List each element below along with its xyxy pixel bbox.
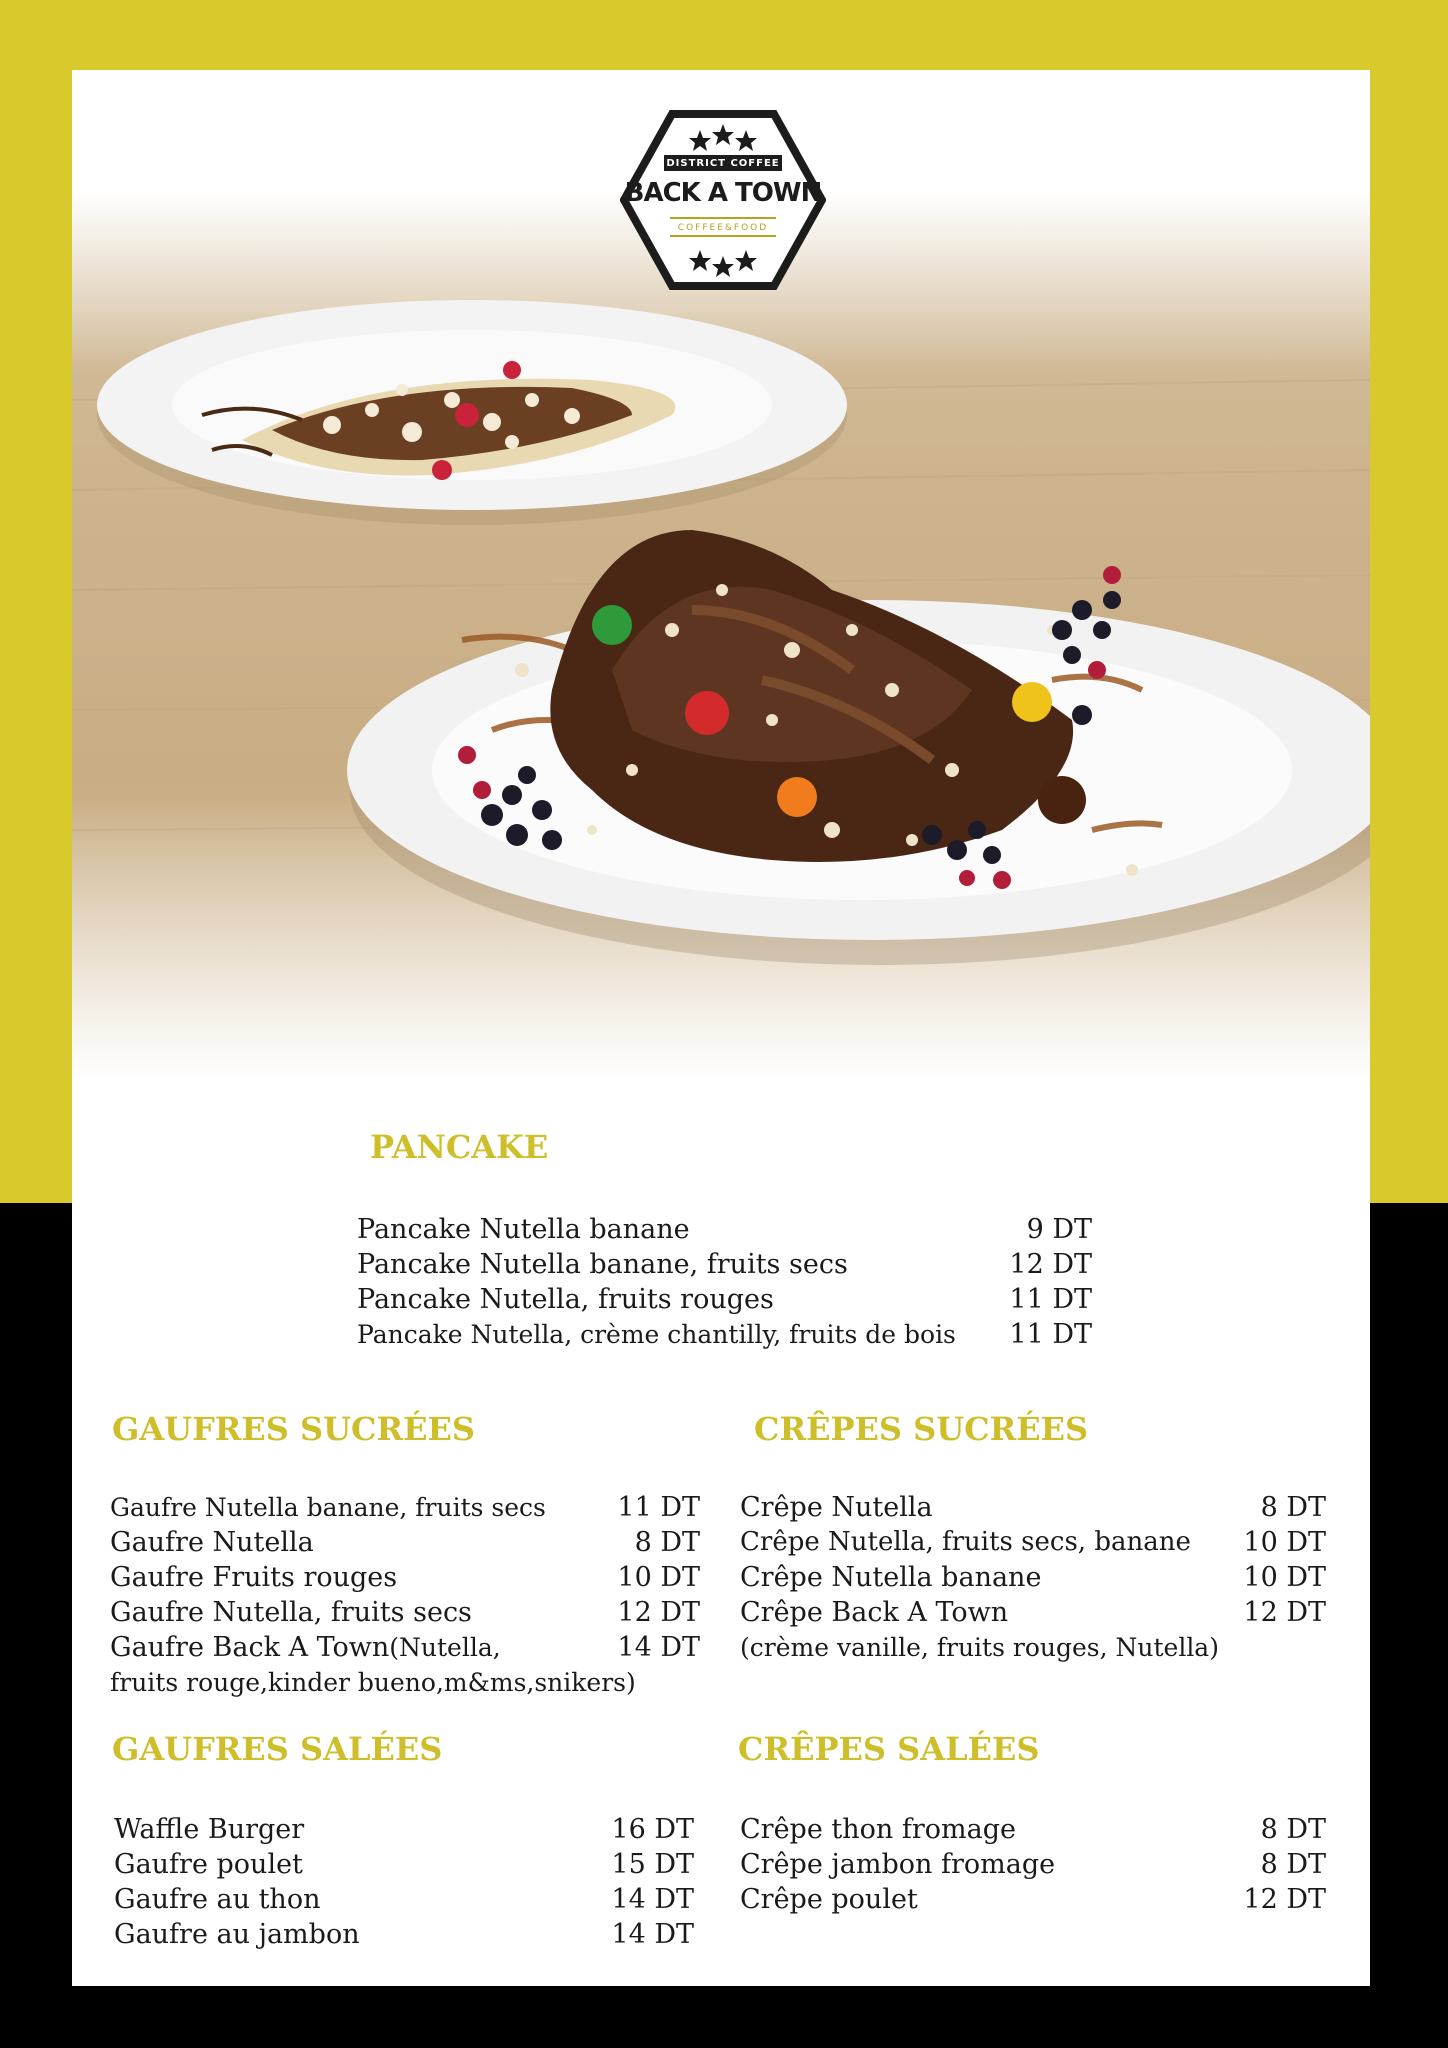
- list-item: Crêpe jambon fromage 8 DT: [740, 1849, 1326, 1880]
- logo-wordmark: BACK A TOWN: [624, 178, 822, 208]
- logo-top-line: DISTRICT COFFEE: [666, 158, 780, 169]
- list-item: Gaufre Nutella, fruits secs 12 DT: [110, 1597, 700, 1628]
- list-item: Crêpe Nutella, fruits secs, banane 10 DT: [740, 1527, 1326, 1558]
- pancake-heading: PANCAKE: [370, 1128, 549, 1166]
- food-photo: [72, 70, 1370, 1080]
- list-item: Pancake Nutella banane, fruits secs 12 DT: [357, 1249, 1092, 1280]
- list-item: Crêpe thon fromage 8 DT: [740, 1814, 1326, 1845]
- brand-logo: [620, 110, 826, 290]
- list-item: Pancake Nutella, fruits rouges 11 DT: [357, 1284, 1092, 1315]
- pancake-list: [357, 1212, 1092, 1352]
- list-item: Crêpe Nutella 8 DT: [740, 1492, 1326, 1523]
- crepes-salees-list: [740, 1812, 1326, 1917]
- list-item: Crêpe poulet 12 DT: [740, 1884, 1326, 1915]
- list-item: Gaufre au thon 14 DT: [114, 1884, 694, 1915]
- crepes-sucrees-list: [740, 1490, 1326, 1665]
- list-item: Gaufre poulet 15 DT: [114, 1849, 694, 1880]
- crepe-back-a-town-note: (crème vanille, fruits rouges, Nutella): [740, 1633, 1219, 1662]
- gaufres-salees-list: [114, 1812, 694, 1952]
- menu-sheet: [72, 70, 1370, 1986]
- list-item: Crêpe Nutella banane 10 DT: [740, 1562, 1326, 1593]
- list-item: Gaufre Nutella 8 DT: [110, 1527, 700, 1558]
- gaufre-back-a-town-note: fruits rouge,kinder bueno,m&ms,snikers): [110, 1668, 636, 1697]
- gaufres-sucrees-heading: GAUFRES SUCRÉES: [112, 1410, 475, 1448]
- list-item: Gaufre Fruits rouges 10 DT: [110, 1562, 700, 1593]
- list-item: Gaufre Nutella banane, fruits secs 11 DT: [110, 1492, 700, 1523]
- gaufres-sucrees-list: [110, 1490, 700, 1700]
- list-item: Waffle Burger 16 DT: [114, 1814, 694, 1845]
- list-item: Crêpe Back A Town 12 DT: [740, 1597, 1326, 1628]
- list-item: Gaufre Back A Town(Nutella, 14 DT: [110, 1632, 700, 1663]
- crepes-salees-heading: CRÊPES SALÉES: [738, 1730, 1040, 1768]
- gaufres-salees-heading: GAUFRES SALÉES: [112, 1730, 443, 1768]
- list-item: Pancake Nutella, crème chantilly, fruits de bois 11 DT: [357, 1319, 1092, 1350]
- logo-bottom-line: COFFEE&FOOD: [677, 223, 769, 233]
- crepes-sucrees-heading: CRÊPES SUCRÉES: [754, 1410, 1089, 1448]
- list-item: Pancake Nutella banane 9 DT: [357, 1214, 1092, 1245]
- list-item: Gaufre au jambon 14 DT: [114, 1919, 694, 1950]
